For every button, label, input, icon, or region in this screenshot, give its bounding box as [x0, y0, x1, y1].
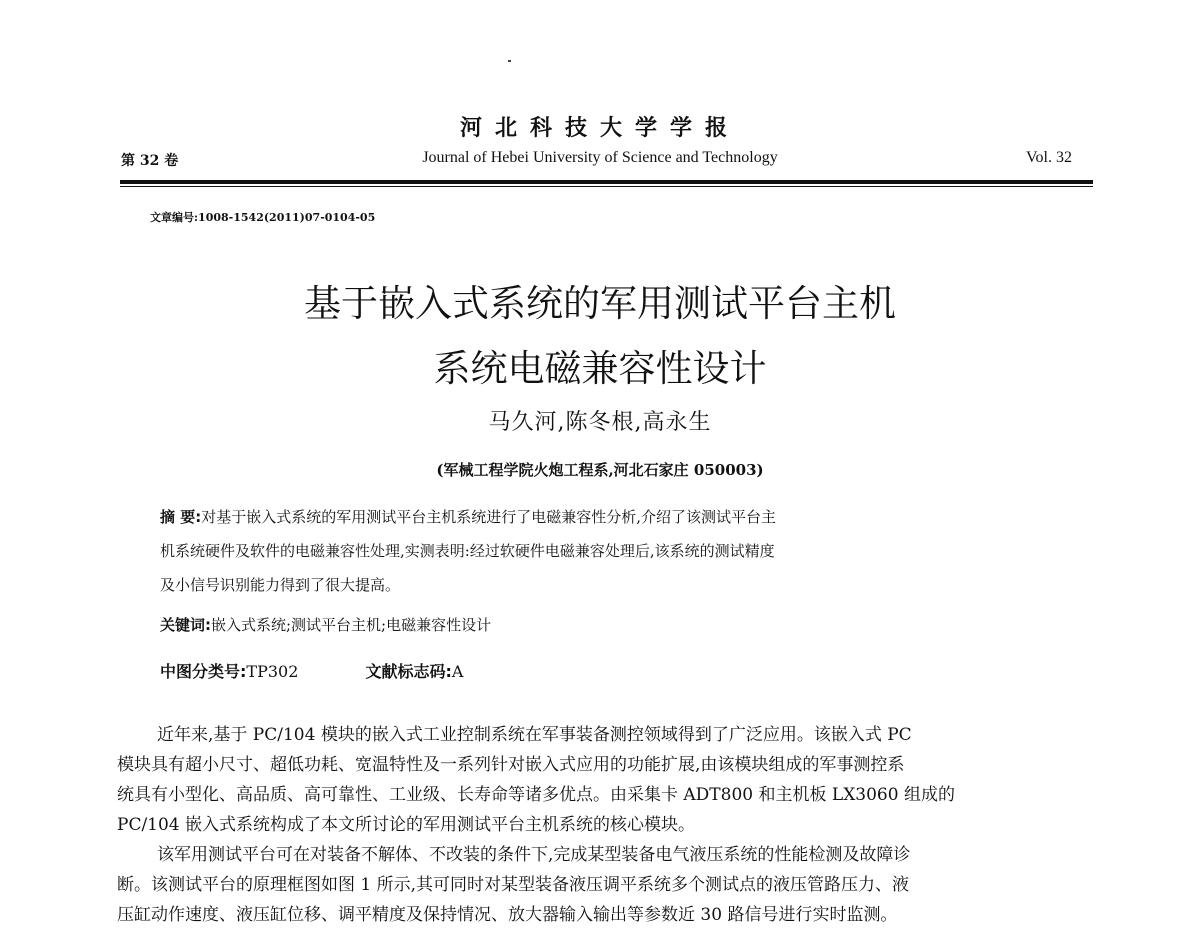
- journal-title-cn: 河北科技大学学报: [459, 115, 740, 141]
- header-rule-thin: [120, 186, 1093, 187]
- header-rule-thick: [120, 180, 1093, 184]
- abstract-line-1: [160, 500, 1060, 534]
- authors: 马久河,陈冬根,高永生: [488, 410, 712, 435]
- abstract-text: 对基于嵌入式系统的军用测试平台主机系统进行了电磁兼容性分析,介绍了该测试平台主: [201, 508, 777, 526]
- keywords-text: 嵌入式系统;测试平台主机;电磁兼容性设计: [211, 616, 492, 634]
- volume-cn: 第 32 卷: [121, 153, 179, 169]
- body-p1-line-1: 近年来,基于 PC/104 模块的嵌入式工业控制系统在军事装备测控领域得到了广泛应用。该嵌入式 PC: [157, 725, 912, 745]
- abstract-line-3: 及小信号识别能力得到了很大提高。: [160, 576, 401, 594]
- body-p2-line-3: 压缸动作速度、液压缸位移、调平精度及保持情况、放大器输入输出等参数近 30 路信号进行实时监测。: [117, 905, 898, 925]
- abstract-label: 摘 要:: [160, 508, 202, 526]
- body-text: [117, 720, 1092, 930]
- paper-title-line-2: 系统电磁兼容性设计: [433, 347, 767, 390]
- clc-label: 中图分类号:: [160, 662, 247, 681]
- body-p2-line-2: 断。该测试平台的原理框图如图 1 所示,其可同时对某型装备液压调平系统多个测试点的液压管路压力、液: [117, 875, 910, 895]
- keywords-label: 关键词:: [160, 616, 211, 634]
- article-number: 文章编号:1008-1542(2011)07-0104-05: [150, 211, 376, 224]
- affiliation: (军械工程学院火炮工程系,河北石家庄 050003): [436, 461, 764, 479]
- abstract-line-2: 机系统硬件及软件的电磁兼容性处理,实测表明:经过软硬件电磁兼容处理后,该系统的测试精度: [160, 542, 775, 560]
- doc-code-label: 文献标志码:: [365, 662, 452, 681]
- body-p2-line-1: 该军用测试平台可在对装备不解体、不改装的条件下,完成某型装备电气液压系统的性能检测及故障诊: [157, 845, 911, 865]
- body-p1-line-4: PC/104 嵌入式系统构成了本文所讨论的军用测试平台主机系统的核心模块。: [117, 815, 696, 835]
- paper-title-line-1: 基于嵌入式系统的军用测试平台主机: [304, 282, 896, 325]
- classification: [160, 659, 463, 682]
- scan-speck: [508, 60, 511, 62]
- journal-title-en: Journal of Hebei University of Science and Technology: [422, 149, 778, 166]
- doc-code-value: A: [451, 662, 464, 681]
- abstract: [160, 500, 1060, 602]
- clc-value: TP302: [246, 662, 299, 681]
- volume-en: Vol. 32: [1026, 149, 1072, 166]
- body-p1-line-3: 统具有小型化、高品质、高可靠性、工业级、长寿命等诸多优点。由采集卡 ADT800 和主机板 LX3060 组成的: [117, 785, 955, 805]
- body-p1-line-2: 模块具有超小尺寸、超低功耗、宽温特性及一系列针对嵌入式应用的功能扩展,由该模块组成的军事测控系: [117, 755, 905, 775]
- keywords: [160, 614, 491, 635]
